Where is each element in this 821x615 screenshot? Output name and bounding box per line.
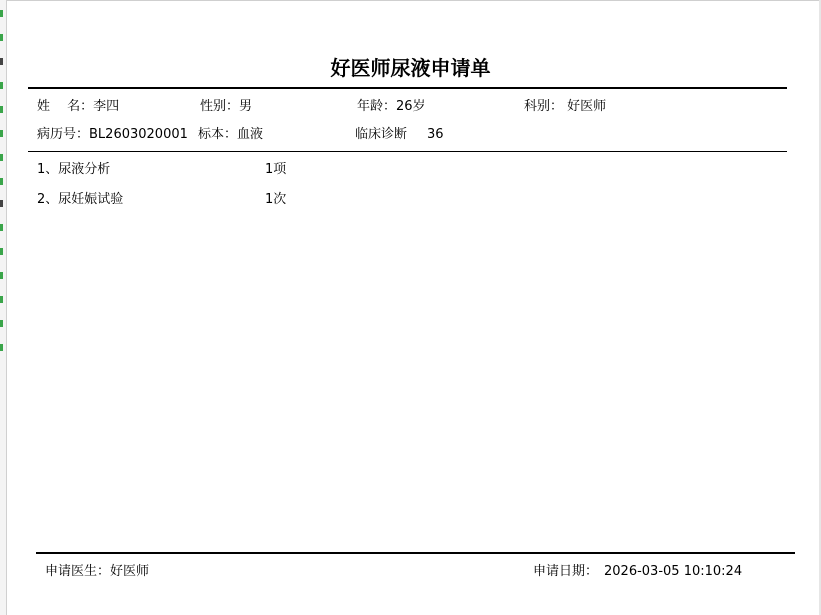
gutter-mark: [0, 82, 3, 89]
requesting-doctor-value: 好医师: [110, 564, 150, 579]
gutter-mark: [0, 34, 3, 41]
diagnosis-field: [355, 123, 444, 142]
specimen-field: [198, 123, 263, 142]
exam-item-name: 1、尿液分析: [37, 162, 111, 177]
request-date-field: [533, 560, 742, 579]
gutter-mark: [0, 296, 3, 303]
request-date-label: 申请日期：: [533, 564, 599, 579]
gutter-mark: [0, 272, 3, 279]
patient-name-label: 姓 名：: [37, 99, 94, 114]
gutter-mark: [0, 106, 3, 113]
gutter-mark: [0, 154, 3, 161]
requesting-doctor-label: 申请医生：: [45, 564, 111, 579]
department-label: 科别：: [524, 99, 564, 114]
exam-item-name: 2、尿妊娠试验: [37, 192, 124, 207]
header-top-rule: [28, 87, 787, 89]
patient-age-field: [357, 95, 426, 114]
left-gutter: [0, 0, 7, 615]
gutter-mark: [0, 200, 3, 207]
patient-gender-field: [200, 95, 252, 114]
gutter-mark: [0, 320, 3, 327]
window-top-border: [0, 0, 821, 1]
gutter-mark: [0, 344, 3, 351]
patient-age-label: 年龄：: [357, 99, 397, 114]
patient-name-field: [37, 95, 119, 114]
patient-name-value: 李四: [93, 99, 120, 114]
gutter-mark: [0, 224, 3, 231]
footer-rule: [36, 552, 795, 554]
gutter-mark: [0, 130, 3, 137]
diagnosis-label: 临床诊断: [355, 127, 408, 142]
record-number-field: [37, 123, 188, 142]
department-field: [524, 95, 606, 114]
record-number-value: BL2603020001: [89, 127, 188, 142]
exam-item-qty: 1项: [265, 162, 287, 177]
patient-gender-label: 性别：: [200, 99, 240, 114]
diagnosis-value: 36: [427, 127, 444, 142]
request-date-value: 2026-03-05 10:10:24: [604, 564, 743, 579]
record-number-label: 病历号：: [37, 127, 90, 142]
specimen-value: 血液: [237, 127, 264, 142]
form-title: 好医师尿液申请单: [330, 56, 491, 80]
specimen-label: 标本：: [198, 127, 238, 142]
department-value: 好医师: [563, 99, 607, 114]
gutter-mark: [0, 178, 3, 185]
header-bottom-rule: [28, 151, 787, 152]
exam-item-qty: 1次: [265, 192, 287, 207]
patient-age-value: 26岁: [396, 99, 426, 114]
gutter-mark: [0, 10, 3, 17]
requesting-doctor-field: [45, 560, 149, 579]
gutter-mark: [0, 248, 3, 255]
patient-gender-value: 男: [239, 99, 253, 114]
